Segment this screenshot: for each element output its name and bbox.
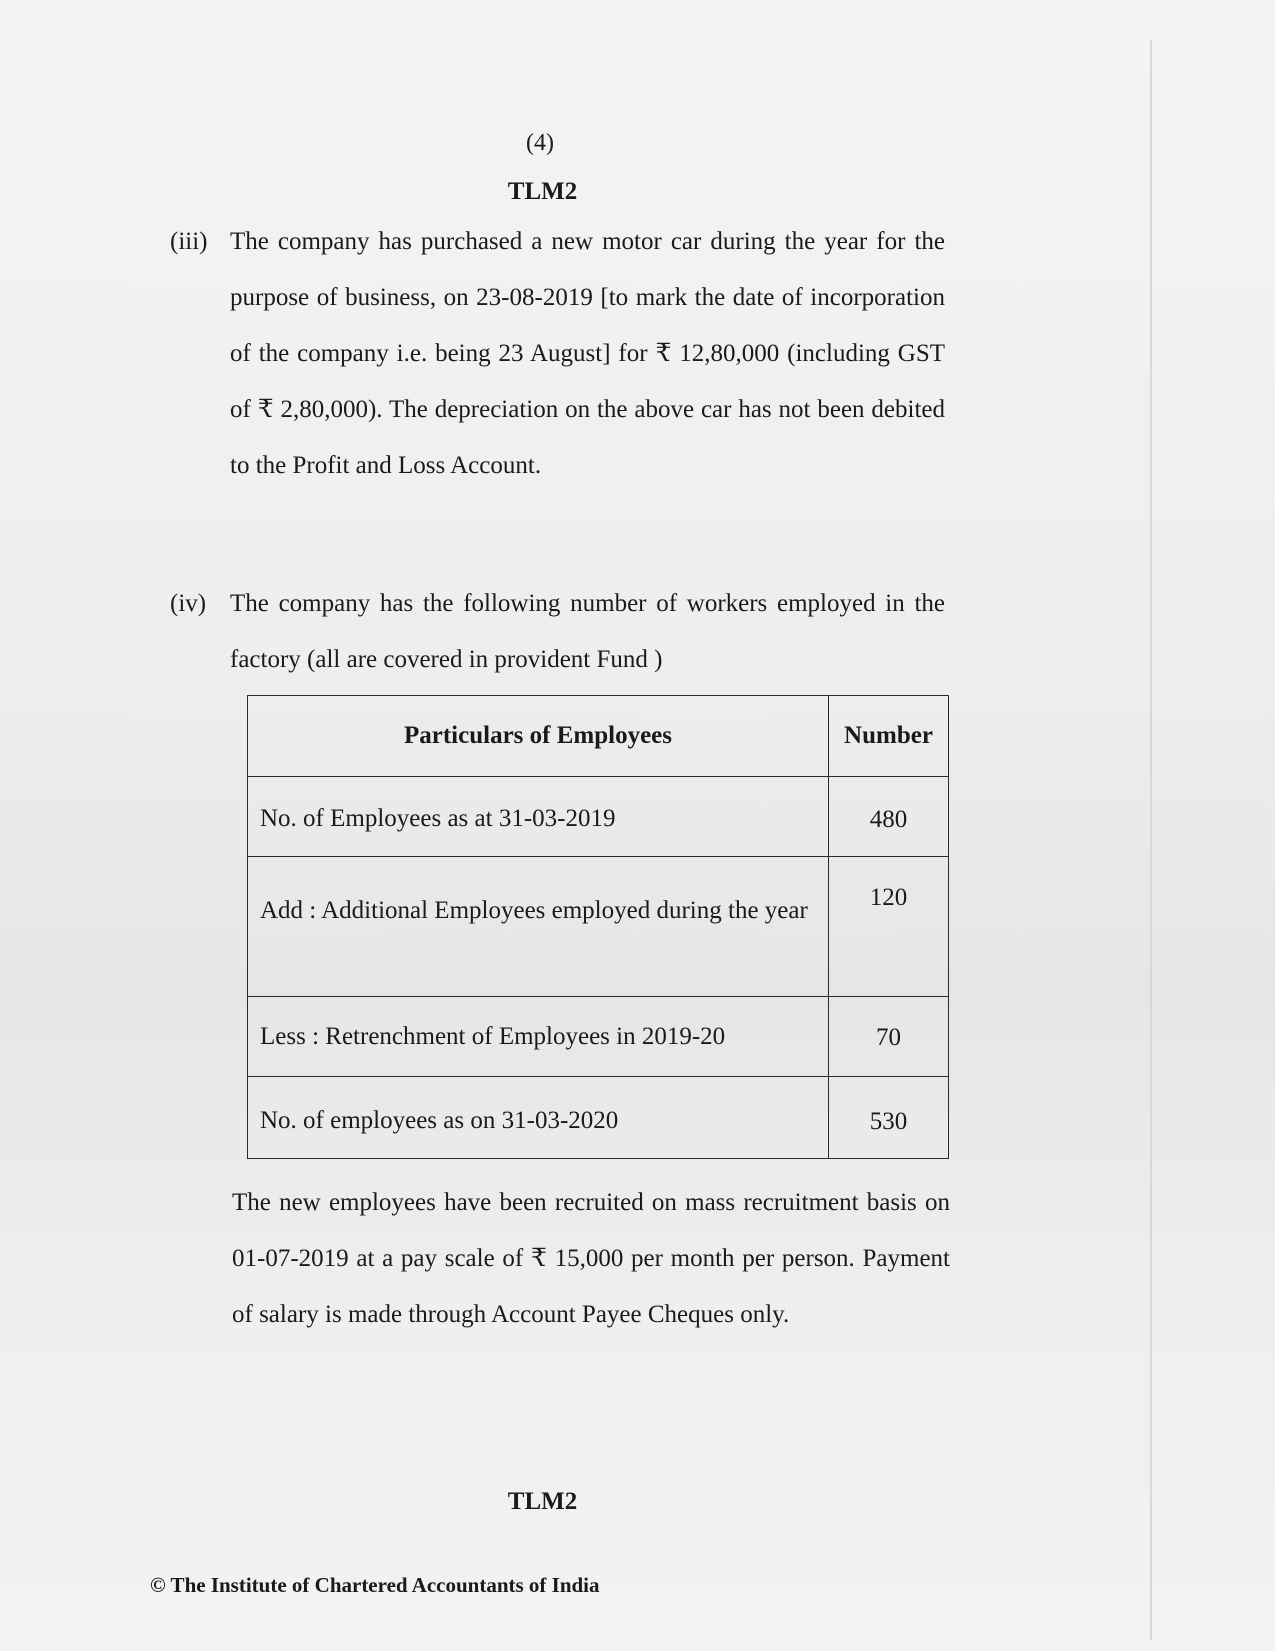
page-edge: [1150, 40, 1152, 1640]
item-marker: (iii): [170, 228, 208, 255]
recruitment-paragraph: The new employees have been recruited on mass recruitment basis on 01-07-2019 at a pay scale of ₹ 15,000 per month per person. Payment of salary is made through Account Payee Cheques only.: [232, 1189, 950, 1328]
item-text: The company has the following number of workers employed in the factory (all are covered in provident Fund ): [230, 590, 945, 673]
paper-code-bottom: TLM2: [507, 1488, 578, 1515]
table-header-row: [248, 696, 949, 777]
paper-code-top: TLM2: [507, 178, 578, 205]
table-cell-particulars: No. of employees as on 31-03-2020: [248, 1077, 829, 1159]
table-cell-particulars: No. of Employees as at 31-03-2019: [248, 777, 829, 857]
column-header-number: Number: [829, 696, 949, 777]
column-header-particulars: Particulars of Employees: [248, 696, 829, 777]
item-marker: (iv): [170, 590, 207, 617]
table-cell-number: 120: [829, 857, 949, 997]
table-row: [248, 1077, 949, 1159]
question-item-iv: [170, 576, 950, 686]
page-number: (4): [526, 130, 554, 156]
table-row: [248, 997, 949, 1077]
table-cell-particulars: Less : Retrenchment of Employees in 2019-20: [248, 997, 829, 1077]
question-item-iii: [170, 214, 950, 554]
copyright-footer: © The Institute of Chartered Accountants of India: [150, 1573, 600, 1597]
table-cell-particulars: Add : Additional Employees employed during the year: [248, 857, 829, 997]
table-cell-number: 530: [829, 1077, 949, 1159]
employees-table: [247, 695, 949, 1159]
table-cell-number: 70: [829, 997, 949, 1077]
table-row: [248, 857, 949, 997]
table-row: [248, 777, 949, 857]
item-text: The company has purchased a new motor car during the year for the purpose of business, on 23-08-2019 [to mark the date of incorporation of the company i.e. being 23 August] for ₹ 12,80,000 (including GST of ₹ 2,80,000). The depreciation on the above car has not been debited to the Profit and Loss Account.: [230, 228, 945, 479]
table-cell-number: 480: [829, 777, 949, 857]
